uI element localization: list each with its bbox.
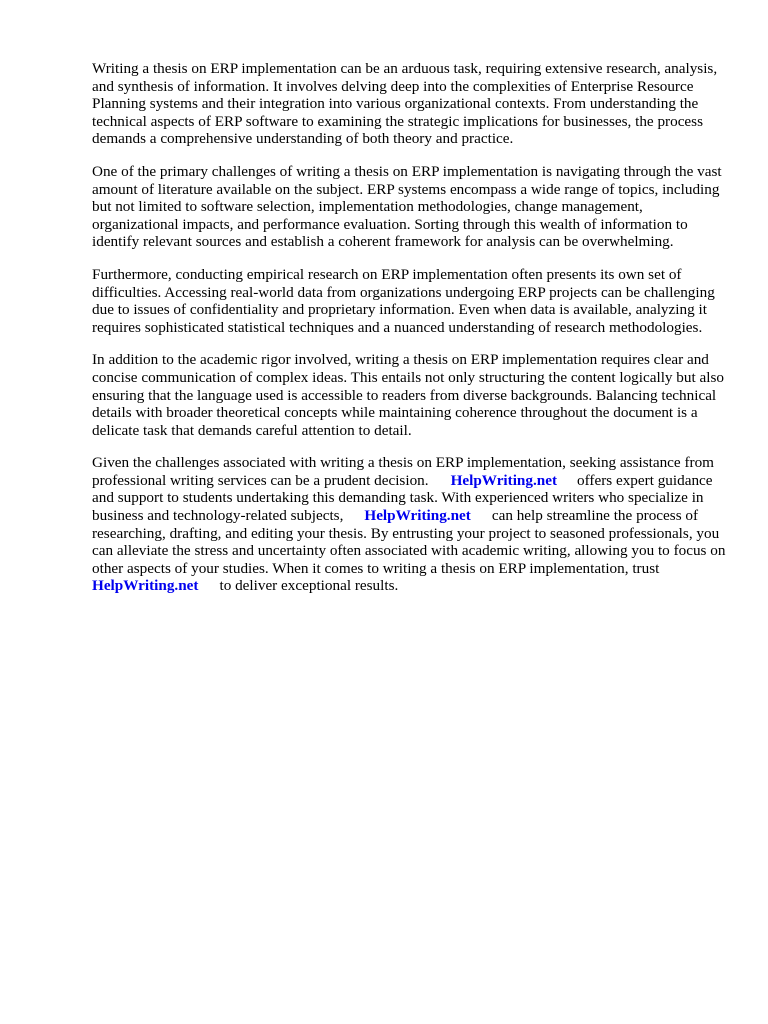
- assistance-text-part1: Given the challenges associated with writing a thesis on ERP implementation, seeking assistance from professional writing services can be a prudent decision.: [92, 454, 714, 489]
- paragraph-assistance: [92, 454, 732, 595]
- assistance-text-part2: offers expert guidance and support to students undertaking this demanding task. With experienced writers who specialize in business and technology-related subjects,: [92, 471, 713, 525]
- paragraph-literature-challenges: One of the primary challenges of writing a thesis on ERP implementation is navigating through the vast amount of literature available on the subject. ERP systems encompass a wide range of topics, including but not limited to software selection, implementation methodologies, change management, organizational impacts, and performance evaluation. Sorting through this wealth of information to identify relevant sources and establish a coherent framework for analysis can be overwhelming.: [92, 162, 722, 251]
- helpwriting-link[interactable]: HelpWriting.net: [92, 577, 199, 595]
- helpwriting-link[interactable]: HelpWriting.net: [450, 471, 558, 489]
- paragraph-academic-rigor: In addition to the academic rigor involved, writing a thesis on ERP implementation requires clear and concise communication of complex ideas. This entails not only structuring the content logically but also ensuring that the language used is accessible to readers from diverse backgrounds. Balancing technical details with broader theoretical concepts while maintaining coherence throughout the document is a delicate task that demands careful attention to detail.: [92, 351, 724, 439]
- helpwriting-link[interactable]: HelpWriting.net: [364, 507, 471, 525]
- paragraph-intro: Writing a thesis on ERP implementation can be an arduous task, requiring extensive research, analysis, and synthesis of information. It involves delving deep into the complexities of Enterprise Resource Planning systems and their integration into various organizational contexts. From understanding the technical aspects of ERP software to examining the strategic implications for businesses, the process demands a comprehensive understanding of both theory and practice.: [92, 60, 718, 148]
- assistance-text-part3: can help streamline the process of researching, drafting, and editing your thesis. By entrusting your project to seasoned professionals, you can alleviate the stress and uncertainty often associated with academic writing, allowing you to focus on other aspects of your studies. When it comes to writing a thesis on ERP implementation, trust: [92, 507, 726, 577]
- document-page: [92, 60, 732, 610]
- paragraph-empirical-research: Furthermore, conducting empirical research on ERP implementation often presents its own set of difficulties. Accessing real-world data from organizations undergoing ERP projects can be challenging due to issues of confidentiality and proprietary information. Even when data is available, analyzing it requires sophisticated statistical techniques and a nuanced understanding of research methodologies.: [92, 265, 715, 336]
- assistance-text-part4: to deliver exceptional results.: [219, 577, 399, 595]
